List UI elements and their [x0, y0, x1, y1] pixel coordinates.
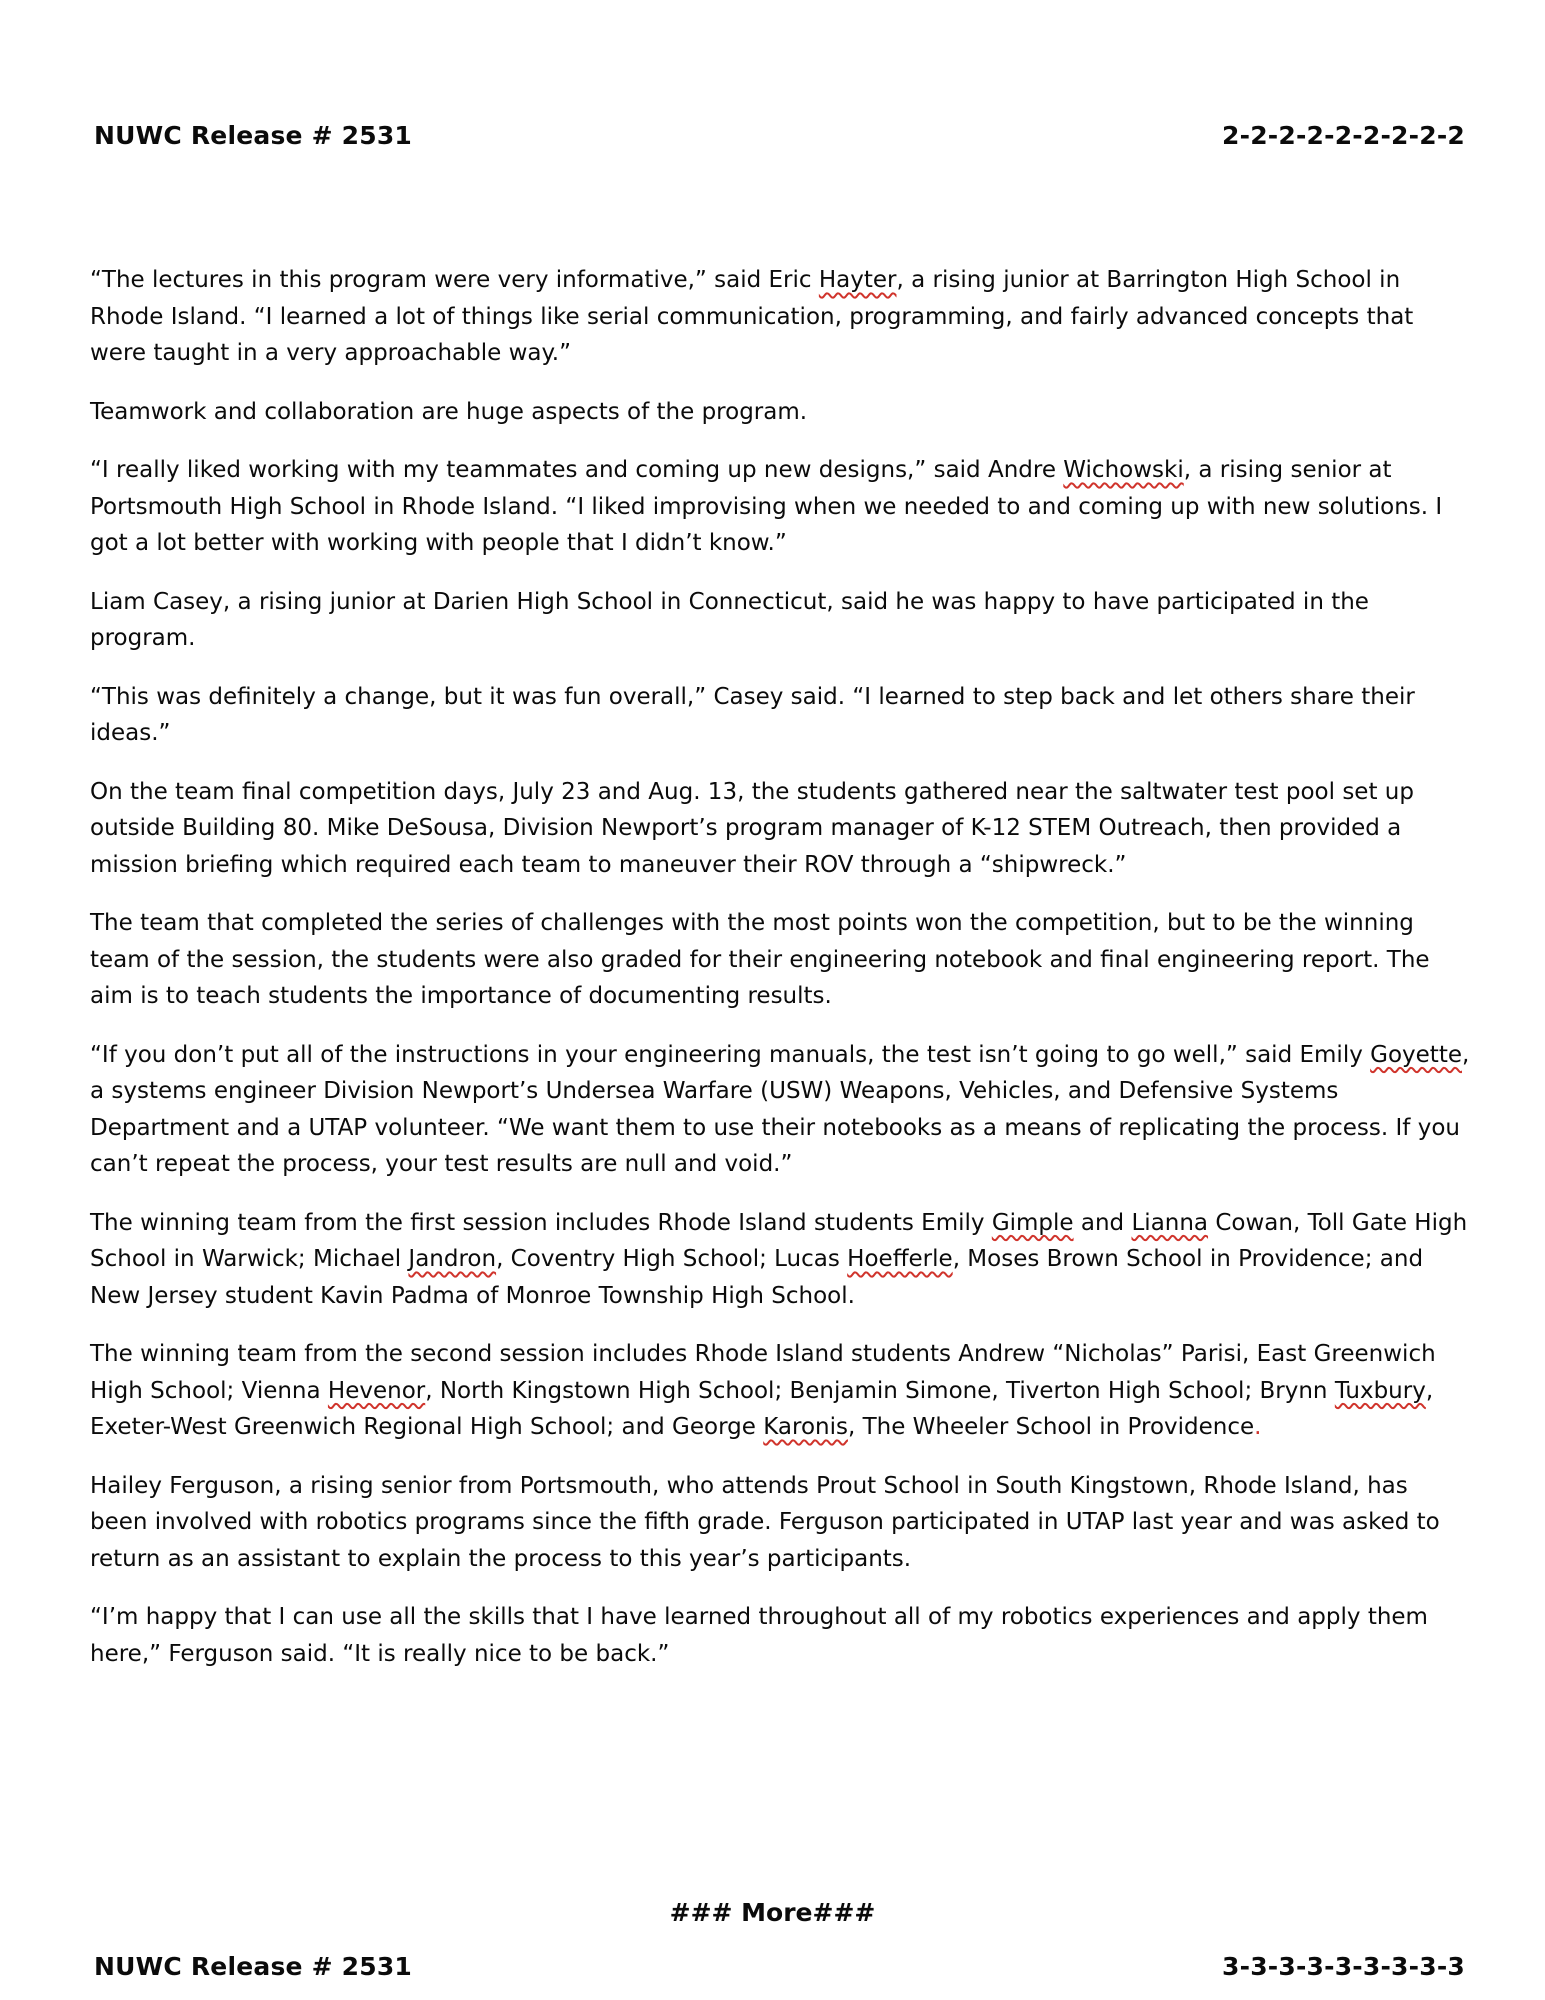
text-run: , a rising senior at Portsmouth High School in Rhode Island. “I liked improvising when we needed to and coming up with new solutions. I got a lot better with working with people that I didn’t know.” — [90, 457, 1443, 556]
misspelled-word: Goyette — [1370, 1041, 1462, 1068]
text-run: On the team final competition days, July 23 and Aug. 13, the students gathered near the saltwater test pool set up outside Building 80. Mike DeSousa, Division Newport’s program manager of K-12 STEM Outreach, then provided a mission briefing which required each team to maneuver their ROV through a “shipwreck.” — [90, 778, 1414, 878]
text-run: , The Wheeler School in Providence — [847, 1414, 1255, 1440]
page-footer — [94, 1952, 1465, 1981]
header-page-number: 2-2-2-2-2-2-2-2-2 — [1222, 121, 1465, 150]
paragraph — [90, 1205, 1470, 1315]
paragraph — [90, 774, 1470, 884]
text-run: , a rising junior at Barrington High School in Rhode Island. “I learned a lot of things like serial communication, programming, and fairly advanced concepts that were taught in a very approachable way.” — [90, 267, 1414, 366]
text-run: The winning team from the first session includes Rhode Island students Emily — [90, 1209, 992, 1236]
header-release-number: NUWC Release # 2531 — [94, 121, 413, 150]
red-period: . — [1254, 1414, 1262, 1440]
paragraph — [90, 679, 1470, 752]
misspelled-word: Lianna — [1131, 1209, 1209, 1236]
paragraph — [90, 1336, 1470, 1446]
text-run: , Coventry High School; Lucas — [496, 1246, 848, 1272]
text-run: , a systems engineer Division Newport’s Undersea Warfare (USW) Weapons, Vehicles, and Defensive Systems Department and a UTAP volunteer. “We want them to use their notebooks as a means of replicating the process. If you can’t repeat the process, your test results are null and void.” — [90, 1041, 1470, 1177]
text-run: “If you don’t put all of the instructions in your engineering manuals, the test isn’t going to go well,” said Emily — [90, 1041, 1371, 1068]
text-run: “I really liked working with my teammates and coming up new designs,” said Andre — [90, 457, 1064, 483]
text-run: “This was definitely a change, but it was fun overall,” Casey said. “I learned to step back and let others share their ideas.” — [90, 683, 1415, 746]
paragraph — [90, 584, 1470, 657]
misspelled-word: Tuxbury — [1334, 1377, 1426, 1404]
misspelled-word: Karonis — [763, 1414, 848, 1440]
text-run: and — [1073, 1209, 1132, 1236]
footer-release-number: NUWC Release # 2531 — [94, 1952, 413, 1981]
misspelled-word: Gimple — [991, 1209, 1074, 1236]
text-run: Hailey Ferguson, a rising senior from Portsmouth, who attends Prout School in South Kingstown, Rhode Island, has been involved with robotics programs since the fifth grade. Ferguson participated in UTAP last year and was asked to return as an assistant to explain the process to this year’s participants. — [90, 1472, 1440, 1572]
misspelled-word: Wichowski — [1063, 457, 1184, 483]
page-header — [94, 121, 1465, 150]
text-run: Liam Casey, a rising junior at Darien High School in Connecticut, said he was happy to have participated in the program. — [90, 588, 1369, 651]
paragraph — [90, 262, 1470, 372]
text-run: Teamwork and collaboration are huge aspects of the program. — [90, 398, 808, 425]
paragraph — [90, 394, 1470, 431]
footer-page-number: 3-3-3-3-3-3-3-3-3 — [1222, 1952, 1465, 1981]
misspelled-word: Jandron — [408, 1246, 497, 1272]
misspelled-word: Hayter — [818, 267, 897, 293]
text-run: Cowan, Toll Gate High School in Warwick; Michael — [90, 1209, 1468, 1272]
paragraph — [90, 1599, 1470, 1672]
text-run: “The lectures in this program were very informative,” said Eric — [90, 267, 819, 293]
paragraph — [90, 905, 1470, 1015]
paragraph — [90, 452, 1470, 562]
text-run: The winning team from the second session includes Rhode Island students Andrew “Nicholas” Parisi, East Greenwich High School; Vienna — [90, 1341, 1436, 1404]
text-run: , North Kingstown High School; Benjamin Simone, Tiverton High School; Brynn — [425, 1377, 1335, 1404]
text-run: The team that completed the series of challenges with the most points won the competition, but to be the winning team of the session, the students were also graded for their engineering notebook and final engineering report. The aim is to teach students the importance of documenting results. — [90, 910, 1430, 1009]
body-paragraphs — [90, 262, 1470, 1694]
text-run: “I’m happy that I can use all the skills that I have learned throughout all of my robotics experiences and apply them here,” Ferguson said. “It is really nice to be back.” — [90, 1604, 1428, 1667]
text-run: , Exeter-West Greenwich Regional High School; and George — [90, 1377, 1434, 1440]
more-marker: ### More### — [669, 1898, 876, 1927]
paragraph — [90, 1468, 1470, 1578]
misspelled-word: Hoefferle — [847, 1246, 953, 1272]
paragraph — [90, 1037, 1470, 1183]
text-run: , Moses Brown School in Providence; and New Jersey student Kavin Padma of Monroe Township High School. — [90, 1246, 1424, 1309]
misspelled-word: Hevenor — [327, 1377, 426, 1404]
